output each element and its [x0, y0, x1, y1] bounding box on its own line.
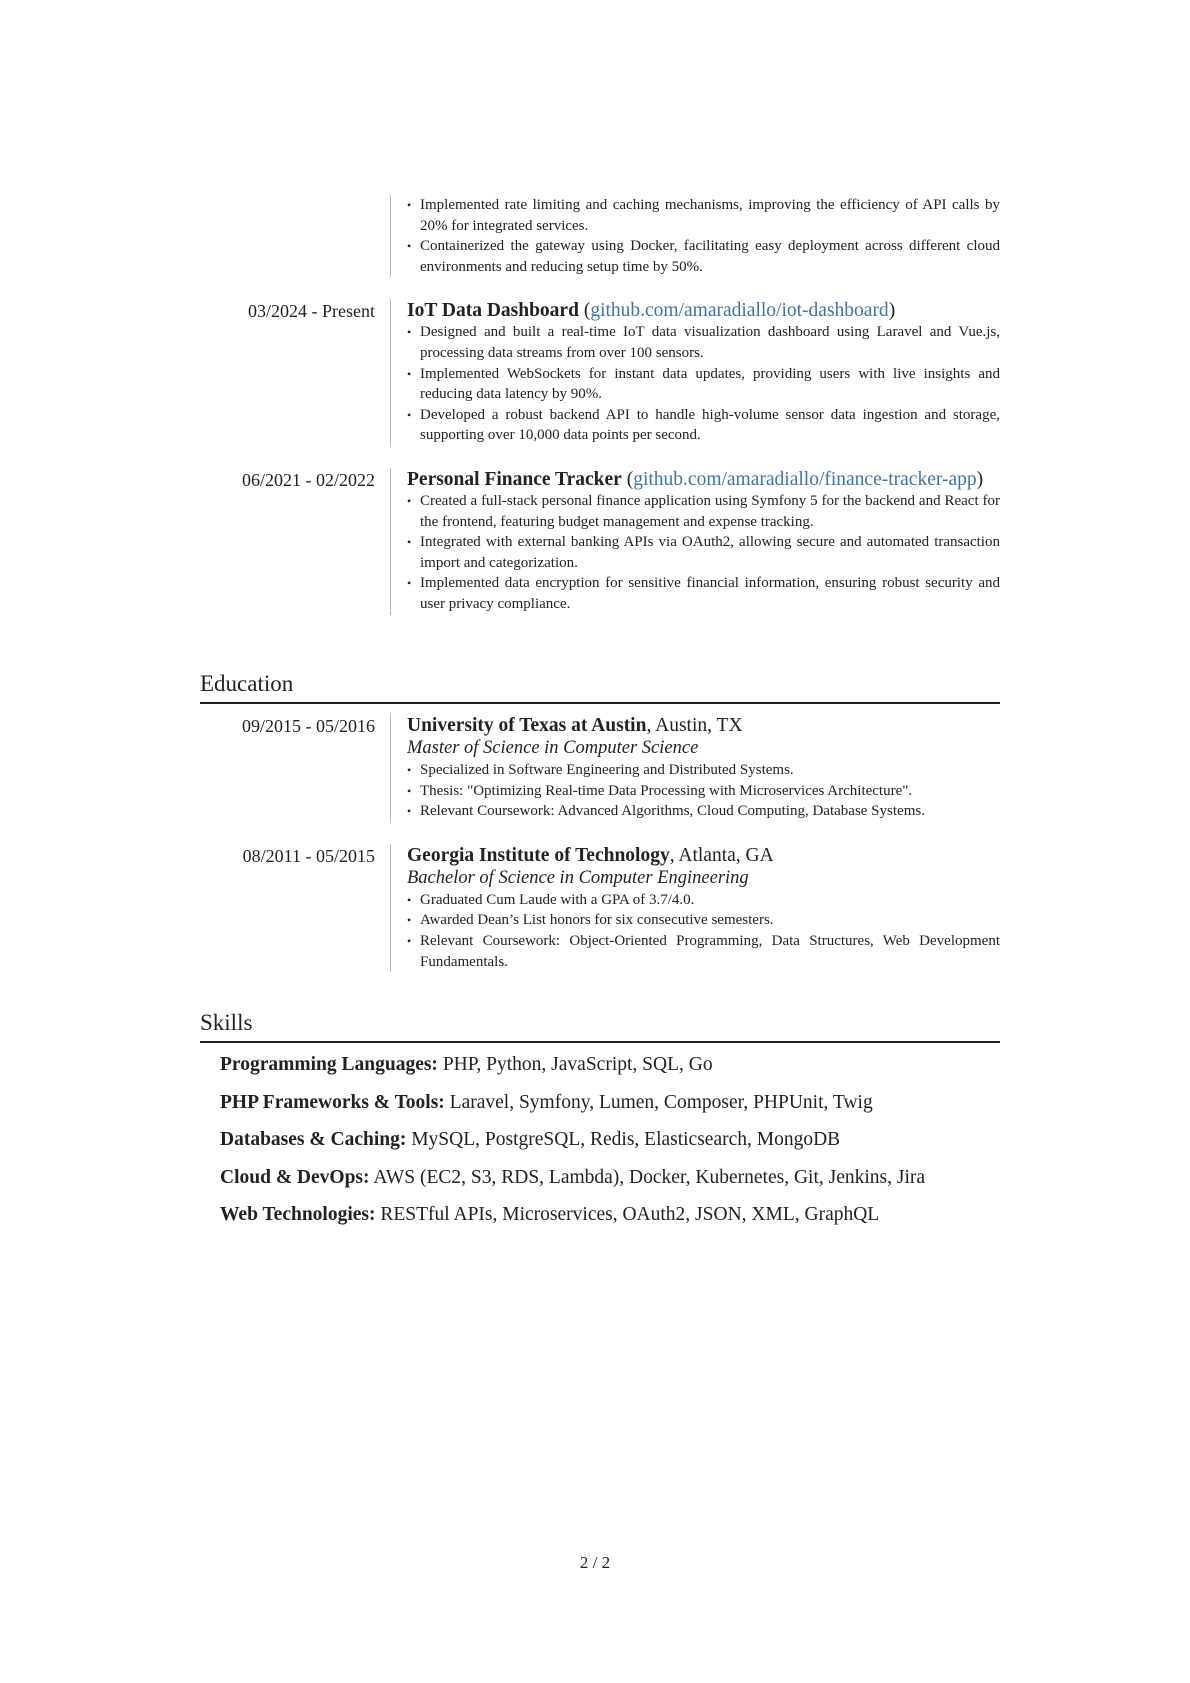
- bullet-item: • Created a full-stack personal finance application using Symfony 5 for the backend and React for the frontend, featuring budget management and expense tracking.: [407, 491, 1000, 532]
- school-name: Georgia Institute of Technology: [407, 844, 670, 866]
- entry-date: 03/2024 - Present: [248, 301, 375, 322]
- degree: Master of Science in Computer Science: [407, 738, 699, 758]
- bullet-item: • Awarded Dean’s List honors for six consecutive semesters.: [407, 910, 1000, 931]
- project-title: Personal Finance Tracker (github.com/amaradiallo/finance-tracker-app): [407, 468, 984, 490]
- bullet-list: [407, 195, 1000, 277]
- skill-row: [220, 1166, 1000, 1190]
- project-link[interactable]: github.com/amaradiallo/finance-tracker-app: [633, 468, 977, 490]
- skills-section: [200, 1009, 1000, 1241]
- skill-row: [220, 1091, 1000, 1115]
- school-location: , Atlanta, GA: [669, 844, 774, 866]
- bullet-list: [407, 322, 1000, 446]
- project-entry-finance-tracker: [200, 468, 1000, 615]
- entry-date: 09/2015 - 05/2016: [242, 716, 375, 736]
- project-name: IoT Data Dashboard: [407, 300, 579, 322]
- page-number: 2 / 2: [579, 1553, 611, 1572]
- skill-label: Cloud & DevOps:: [220, 1166, 370, 1188]
- bullet-item: • Relevant Coursework: Advanced Algorithms, Cloud Computing, Database Systems.: [407, 801, 1000, 822]
- bullet-item: • Relevant Coursework: Object-Oriented Programming, Data Structures, Web Development Fundamentals.: [407, 931, 1000, 972]
- school-line: [407, 844, 1000, 867]
- skill-label: Web Technologies:: [220, 1204, 376, 1225]
- project-title: IoT Data Dashboard (github.com/amaradiallo/iot-dashboard): [407, 300, 896, 322]
- bullet-item: • Graduated Cum Laude with a GPA of 3.7/4.0.: [407, 890, 1000, 911]
- bullet-item: • Implemented WebSockets for instant data updates, providing users with live insights and reducing data latency by 90%.: [407, 364, 1000, 405]
- skill-value: Laravel, Symfony, Lumen, Composer, PHPUnit, Twig: [444, 1091, 873, 1113]
- skill-row: [220, 1128, 1000, 1152]
- bullet-item: • Implemented data encryption for sensitive financial information, ensuring robust security and user privacy compliance.: [407, 573, 1000, 614]
- projects-section: [200, 195, 1000, 637]
- entry-date: 06/2021 - 02/2022: [242, 469, 375, 490]
- skill-label: PHP Frameworks & Tools:: [220, 1091, 445, 1113]
- bullet-item: • Specialized in Software Engineering and Distributed Systems.: [407, 760, 1000, 781]
- degree: Bachelor of Science in Computer Engineering: [407, 867, 749, 888]
- education-entry: [200, 714, 1000, 822]
- entry-body: [390, 299, 1000, 446]
- entry-body: [390, 468, 1000, 615]
- entry-body: [390, 844, 1000, 972]
- entry-date: 08/2011 - 05/2015: [242, 845, 375, 866]
- skill-label: Databases & Caching:: [220, 1129, 407, 1150]
- school-line: [407, 714, 1000, 737]
- skill-row: [220, 1203, 1000, 1227]
- entry-date: [200, 195, 390, 277]
- school-location: , Austin, TX: [646, 715, 743, 736]
- education-section: [200, 670, 1000, 994]
- education-entry: [200, 844, 1000, 972]
- bullet-item: • Integrated with external banking APIs via OAuth2, allowing secure and automated transaction import and categorization.: [407, 532, 1000, 573]
- project-entry-api-gateway: [200, 195, 1000, 277]
- project-entry-iot-dashboard: [200, 299, 1000, 446]
- project-link[interactable]: github.com/amaradiallo/iot-dashboard: [590, 300, 889, 322]
- skill-label: Programming Languages:: [220, 1054, 438, 1075]
- skill-row: [220, 1053, 1000, 1077]
- bullet-item: • Designed and built a real-time IoT data visualization dashboard using Laravel and Vue.js, processing data streams from over 100 sensors.: [407, 322, 1000, 363]
- entry-body: [390, 714, 1000, 822]
- bullet-list: [407, 491, 1000, 615]
- school-name: University of Texas at Austin: [407, 715, 647, 736]
- bullet-list: [407, 890, 1000, 972]
- bullet-item: • Implemented rate limiting and caching mechanisms, improving the efficiency of API calls by 20% for integrated services.: [407, 195, 1000, 236]
- project-name: Personal Finance Tracker: [407, 468, 622, 490]
- entry-body: [390, 195, 1000, 277]
- skill-value: RESTful APIs, Microservices, OAuth2, JSON, XML, GraphQL: [375, 1204, 880, 1225]
- bullet-item: • Containerized the gateway using Docker, facilitating easy deployment across different cloud environments and reducing setup time by 50%.: [407, 236, 1000, 277]
- skill-value: PHP, Python, JavaScript, SQL, Go: [437, 1054, 713, 1075]
- skill-value: AWS (EC2, S3, RDS, Lambda), Docker, Kubernetes, Git, Jenkins, Jira: [369, 1166, 926, 1188]
- skill-value: MySQL, PostgreSQL, Redis, Elasticsearch, MongoDB: [406, 1129, 841, 1150]
- bullet-item: • Thesis: "Optimizing Real-time Data Processing with Microservices Architecture".: [407, 781, 1000, 802]
- section-title: Skills: [200, 1010, 253, 1035]
- section-title: Education: [200, 671, 294, 696]
- bullet-list: [407, 760, 1000, 822]
- bullet-item: • Developed a robust backend API to handle high-volume sensor data ingestion and storage, supporting over 10,000 data points per second.: [407, 405, 1000, 446]
